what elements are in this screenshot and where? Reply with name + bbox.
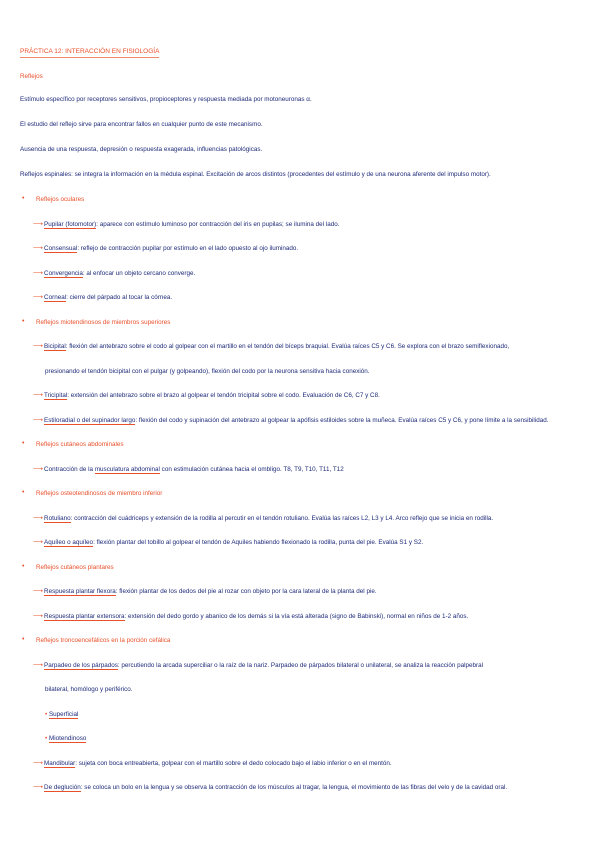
bullet-icon: •	[22, 562, 25, 570]
arrow-icon: ⟶	[33, 392, 44, 399]
item-term: Rotuliano	[44, 514, 71, 522]
item-text: : al enfocar un objeto cercano converge.	[82, 269, 196, 277]
arrow-icon: ⟶	[33, 612, 44, 620]
list-item	[33, 221, 339, 229]
bullet-icon: •	[22, 440, 25, 447]
item-text: : se coloca un bolo en la lengua y se observa la contracción de los músculos al tragar, la lengua, el movimiento de las fibras del velo y de la cavidad oral.	[80, 784, 508, 791]
section-label: Reflejos cutáneos plantares	[36, 563, 114, 571]
item-term: Respuesta plantar extensora	[44, 612, 125, 620]
sub-item-text: Miotendinoso	[48, 735, 87, 742]
item-term: Convergencia	[44, 269, 83, 277]
list-item	[33, 662, 483, 670]
item-term: Mandibular	[44, 759, 76, 767]
item-text: : flexión plantar de los dedos del pie al rozar con objeto por la cara lateral de la planta del pie.	[115, 588, 377, 595]
section-label: Reflejos miotendinosos de miembros superiores	[36, 318, 171, 326]
sub-item-text: Superficial	[48, 710, 79, 718]
arrow-icon: ⟶	[33, 588, 44, 595]
arrow-icon: ⟶	[33, 514, 44, 522]
item-continuation: presionando el tendón bicipital con el pulgar (y golpeando), flexión del codo por la neurona sensitiva hacia conexión.	[45, 367, 370, 375]
item-text: : flexión del codo y supinación del antebrazo al golpear la apófisis estiloides sobre la muñeca. Evalúa raíces C5 y C6, y pone límite a la sensibilidad.	[135, 416, 549, 424]
arrow-icon: ⟶	[33, 220, 44, 228]
item-term: De deglución	[44, 784, 81, 791]
bullet-icon: •	[22, 195, 25, 202]
arrow-icon: ⟶	[33, 294, 44, 301]
arrow-icon: ⟶	[33, 759, 44, 767]
item-text: : contracción del cuádriceps y extensión de la rodilla al percutir en el tendón rotuliano. Evalúa las raíces L2, L3 y L4. Arco reflejo que se inicia en rodilla.	[70, 514, 494, 522]
list-item	[33, 245, 298, 253]
list-item	[33, 343, 509, 351]
item-text: : percutiendo la arcada superciliar o la raíz de la nariz. Parpadeo de párpados bilateral o unilateral, se analiza la reacción palpebral	[117, 661, 484, 669]
list-item	[33, 417, 548, 425]
sub-item	[45, 711, 78, 719]
list-item	[33, 760, 392, 768]
list-item	[33, 270, 195, 278]
section-label: Reflejos osteotendinosos de miembro inferior	[36, 490, 163, 497]
list-item	[33, 515, 493, 523]
arrow-icon: ⟶	[33, 465, 44, 473]
list-item	[33, 588, 377, 596]
item-term: Corneal	[44, 294, 67, 301]
item-text: : flexión plantar del tobillo al golpear el tendón de Aquiles habiendo flexionado la rodilla, punta del pie. Evalúa S1 y S2.	[93, 539, 424, 546]
bullet-icon: •	[45, 710, 49, 718]
arrow-icon: ⟶	[33, 784, 44, 791]
section-label: Reflejos cutáneos abdominales	[36, 441, 124, 448]
item-continuation: bilateral, homólogo y periférico.	[45, 686, 133, 693]
item-term: musculatura abdominal	[94, 465, 160, 473]
item-text: : cierre del párpado al tocar la córnea.	[66, 294, 173, 301]
sub-item	[45, 735, 86, 743]
item-text: : reflejo de contracción pupilar por estímulo en el lado opuesto al ojo iluminado.	[77, 245, 299, 252]
list-item	[33, 784, 507, 792]
arrow-icon: ⟶	[33, 343, 44, 350]
arrow-icon: ⟶	[33, 245, 44, 252]
item-text: : flexión del antebrazo sobre el codo al golpear con el martillo en el tendón del bíceps braquial. Evalúa raíces C5 y C6. Se explora con el brazo semiflexionado,	[65, 343, 510, 350]
arrow-icon: ⟶	[33, 661, 44, 669]
bullet-icon: •	[45, 735, 49, 742]
arrow-icon: ⟶	[33, 416, 44, 424]
arrow-icon: ⟶	[33, 539, 44, 546]
list-item	[33, 466, 344, 474]
item-text: : extensión del antebrazo sobre el brazo al golpear el tendón tricipital sobre el codo. Evaluación de C6, C7 y C8.	[67, 392, 380, 399]
item-term: Parpadeo de los párpados	[44, 661, 118, 669]
item-text: : extensión del dedo gordo y abanico de los demás si la vía está alterada (signo de Babinski), normal en niños de 1-2 años.	[124, 612, 469, 620]
bullet-icon: •	[22, 489, 25, 496]
paragraph: Estímulo específico por receptores sensitivos, propioceptores y respuesta mediada por motoneuronas α.	[20, 96, 312, 103]
item-prefix: Contracción de la	[44, 465, 95, 473]
paragraph: Reflejos espinales: se integra la información en la médula espinal. Excitación de arcos distintos (procedentes del estímulo y de una neurona aferente del impulso motor).	[20, 171, 491, 178]
section-heading: Reflejos	[20, 73, 43, 80]
list-item	[33, 294, 172, 302]
section-label: Reflejos oculares	[36, 196, 85, 203]
list-item	[33, 539, 423, 547]
list-item	[33, 392, 380, 400]
bullet-icon: •	[22, 317, 25, 325]
item-term: Respuesta plantar flexora	[44, 588, 116, 595]
arrow-icon: ⟶	[33, 269, 44, 277]
paragraph: Ausencia de una respuesta, depresión o respuesta exagerada, influencias patológicas.	[20, 146, 263, 153]
item-term: Pupilar (fotomotor)	[44, 220, 97, 228]
item-text: : aparece con estímulo luminoso por contracción del iris en pupilas; se ilumina del lado.	[96, 220, 340, 228]
item-term: Aquíleo o aquíleo	[44, 539, 94, 546]
paragraph: El estudio del reflejo sirve para encontrar fallos en cualquier punto de este mecanismo.	[20, 121, 263, 128]
list-item	[33, 613, 468, 621]
item-term: Consensual	[44, 245, 78, 252]
bullet-icon: •	[22, 636, 25, 643]
item-term: Estiloradial o del supinador largo	[44, 416, 136, 424]
item-term: Tricipital	[44, 392, 68, 399]
item-term: Bicipital	[44, 343, 66, 350]
section-label: Reflejos troncoencefálicos en la porción cefálica	[36, 637, 171, 644]
item-text: con estimulación cutánea hacia el ombligo. T8, T9, T10, T11, T12	[159, 465, 344, 473]
document-title: PRÁCTICA 12: INTERACCIÓN EN FISIOLOGÍA	[20, 48, 159, 58]
item-text: : sujeta con boca entreabierta, golpear con el martillo sobre el dedo colocado bajo el labio inferior o en el mentón.	[75, 759, 392, 767]
